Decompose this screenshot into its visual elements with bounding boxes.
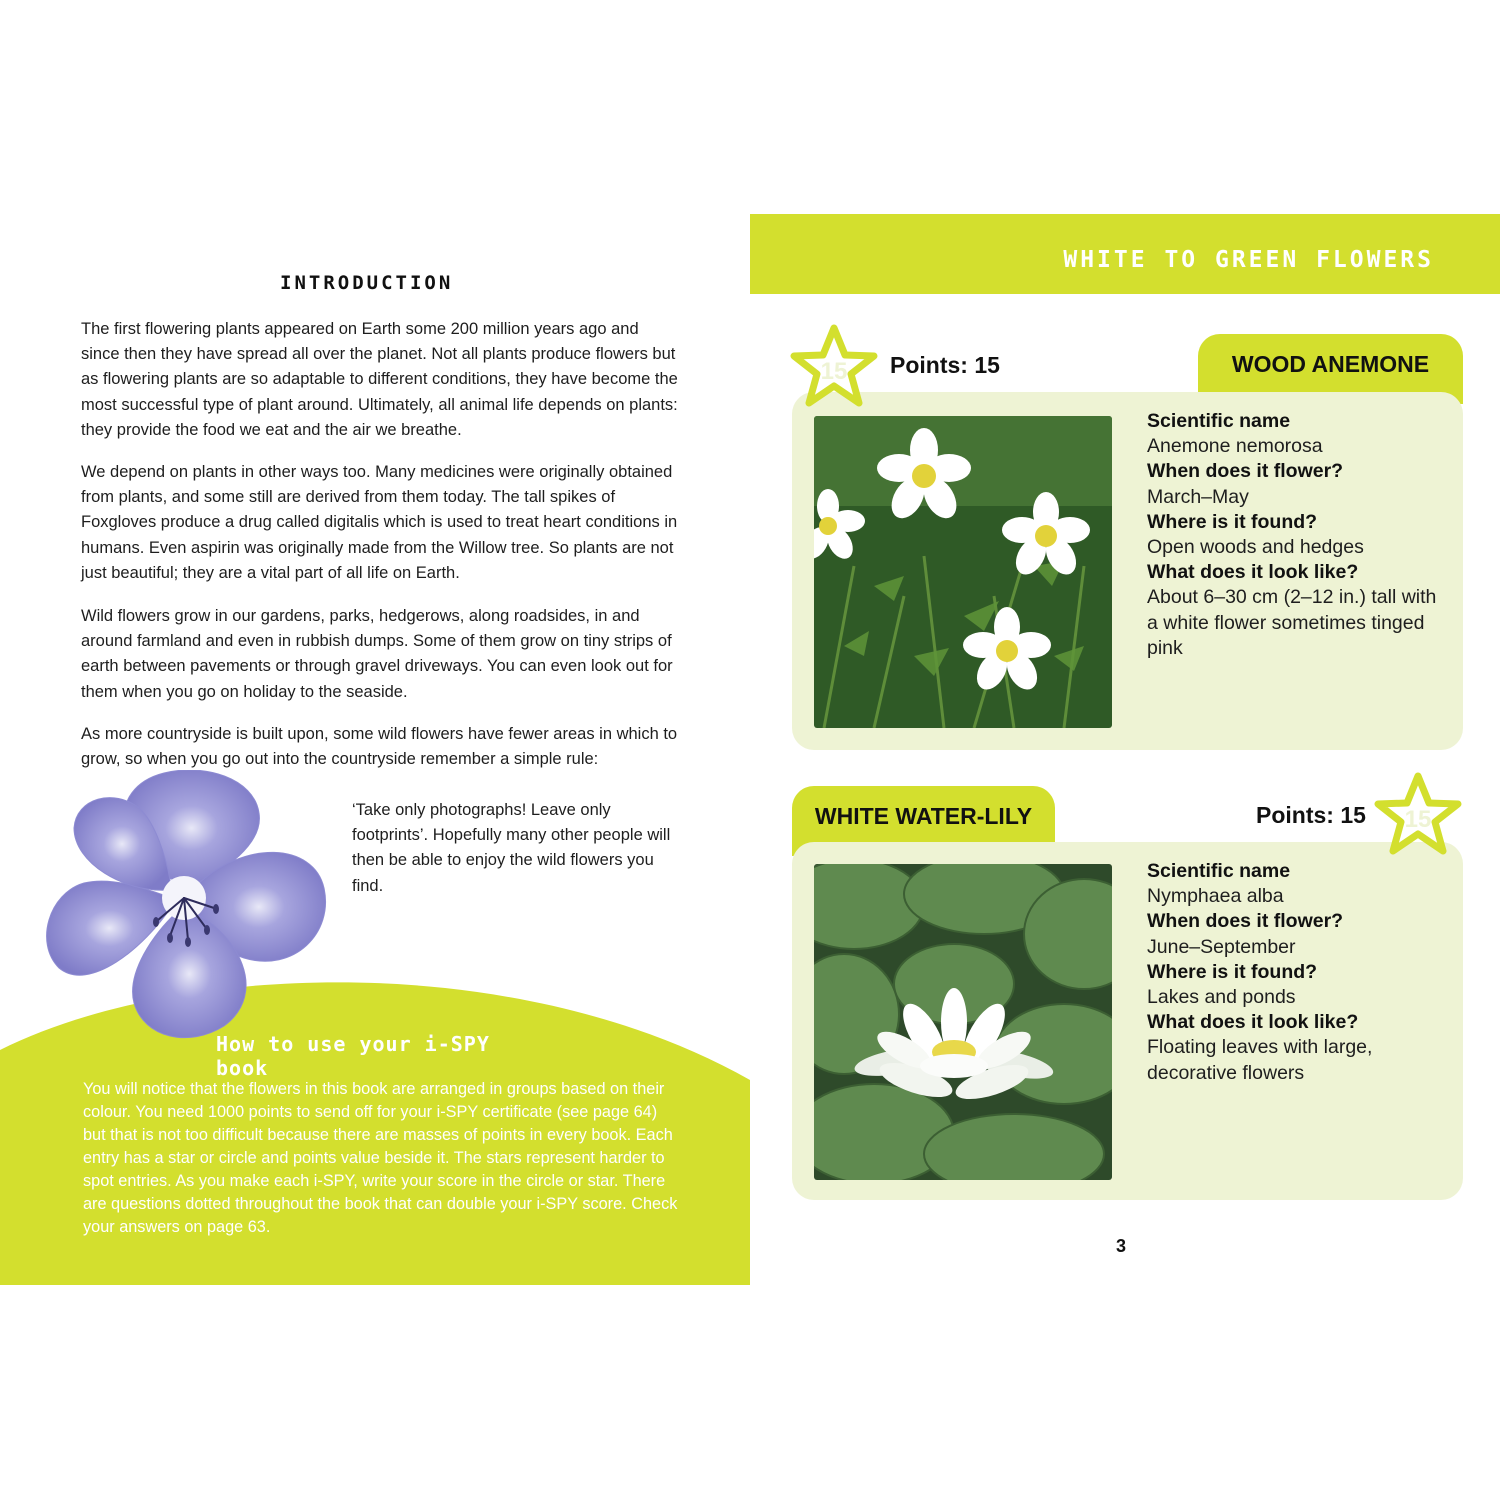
fact-question: Scientific name	[1147, 410, 1291, 432]
points-label: Points: 15	[890, 352, 1000, 378]
intro-paragraph-2: We depend on plants in other ways too. Many medicines were originally obtained from plants, and some still are derived from them today. The tall spikes of Foxgloves produce a drug called digitalis which is used to treat heart conditions in humans. Even aspirin was originally made from the Willow tree. So plants are not just beautiful; they are a vital part of all life on Earth.	[81, 463, 678, 582]
wood-anemone-photo	[814, 416, 1112, 728]
star-value: 15	[1404, 806, 1432, 833]
howto-title: How to use your i-SPY book	[216, 1032, 490, 1080]
fact-answer: About 6–30 cm (2–12 in.) tall with a white flower sometimes tinged pink	[1147, 586, 1437, 659]
fact-question: When does it flower?	[1147, 460, 1344, 483]
quote-text: ‘Take only photographs! Leave only footprints’. Hopefully many other people will then be able to enjoy the wild flowers you find.	[352, 801, 671, 895]
points-label: Points: 15	[1256, 802, 1366, 828]
intro-paragraph-1: The first flowering plants appeared on Earth some 200 million years ago and since then they have spread all over the planet. Not all plants produce flowers but as flowering plants are so adaptable to different conditions, they have become the most successful type of plant around. Ultimately, all animal life depends on plants: they provide the food we eat and the air we breathe.	[81, 320, 678, 439]
page-number: 3	[1116, 1236, 1127, 1256]
fact-answer: Floating leaves with large, decorative flowers	[1147, 1036, 1373, 1084]
entry-name-tab-white-water-lily: WHITE WATER-LILY	[792, 786, 1055, 856]
entry-name-tab-wood-anemone: WOOD ANEMONE	[1198, 334, 1463, 404]
star-value: 15	[820, 358, 848, 385]
geranium-flower-image	[36, 770, 336, 1045]
fact-answer: Open woods and hedges	[1147, 536, 1364, 559]
section-header-bar	[750, 214, 1500, 294]
fact-question: What does it look like?	[1147, 1011, 1359, 1034]
fact-answer: Anemone nemorosa	[1147, 435, 1323, 458]
howto-text: You will notice that the flowers in this book are arranged in groups based on their colour. You need 1000 points to send off for your i-SPY certificate (see page 64) but that is not too difficult because there are masses of points in every book. Each entry has a star or circle and points value beside it. The stars represent harder to spot entries. As you make each i-SPY, write your score in the circle or star. There are questions dotted throughout the book that can double your i-SPY score. Check your answers on page 63.	[83, 1080, 678, 1236]
fact-answer: Lakes and ponds	[1147, 986, 1296, 1009]
intro-paragraph-4: As more countryside is built upon, some wild flowers have fewer areas in which to grow, so when you go out into the countryside remember a simple rule:	[81, 725, 678, 769]
fact-question: When does it flower?	[1147, 910, 1344, 933]
fact-question: Where is it found?	[1147, 510, 1318, 533]
page-title: INTRODUCTION	[280, 272, 454, 294]
entry-facts-white-water-lily	[1147, 859, 1447, 1086]
fact-answer: Nymphaea alba	[1147, 885, 1284, 908]
score-star-icon[interactable]	[1372, 770, 1464, 858]
entry-facts-wood-anemone	[1147, 409, 1447, 661]
fact-question: Where is it found?	[1147, 960, 1318, 983]
fact-answer: June–September	[1147, 935, 1296, 958]
white-water-lily-photo	[814, 864, 1112, 1180]
fact-answer: March–May	[1147, 485, 1249, 508]
intro-paragraph-3: Wild flowers grow in our gardens, parks, hedgerows, along roadsides, in and around farmland and even in rubbish dumps. Some of them grow on tiny strips of earth between pavements or through gravel driveways. You can even look out for them when you go on holiday to the seaside.	[81, 607, 673, 701]
score-star-icon[interactable]	[788, 322, 880, 410]
fact-question: What does it look like?	[1147, 561, 1359, 584]
section-title: WHITE TO GREEN FLOWERS	[1063, 247, 1434, 273]
fact-question: Scientific name	[1147, 860, 1291, 882]
